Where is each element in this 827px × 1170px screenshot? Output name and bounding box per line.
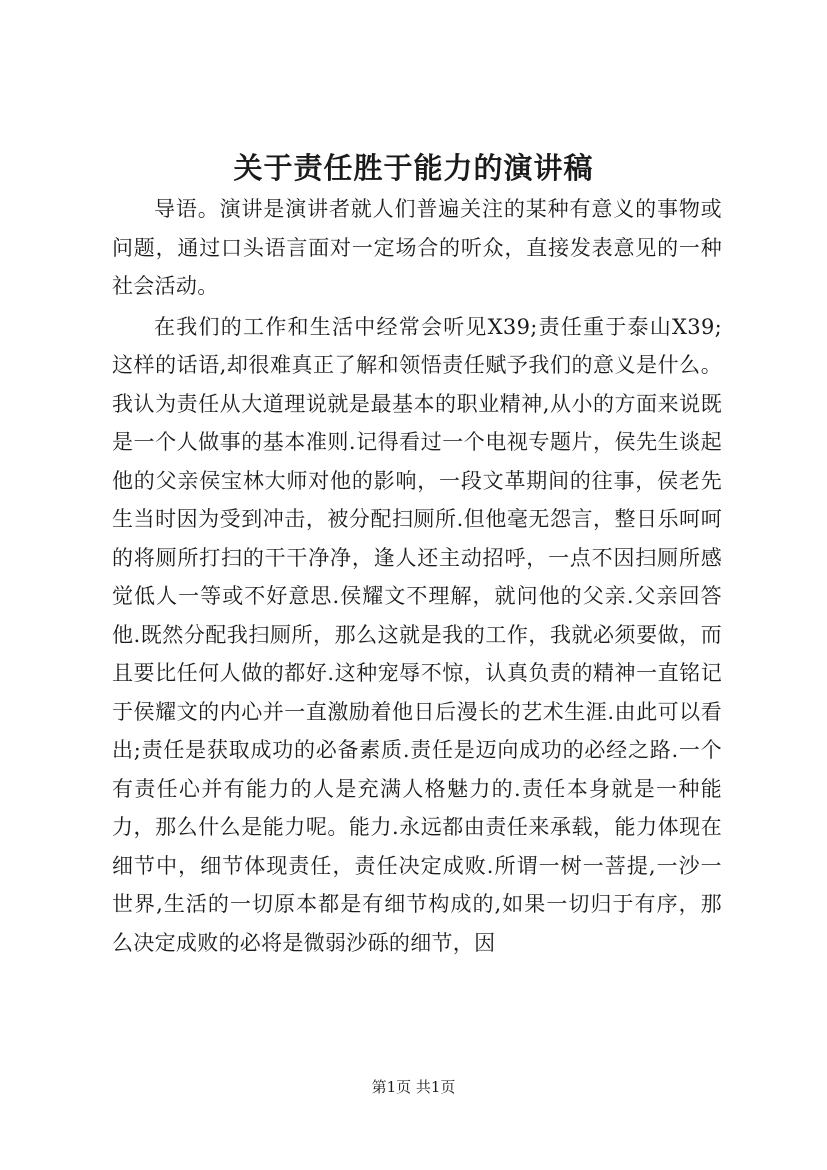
page-number-label: 第1页 共1页 (371, 1078, 456, 1096)
document-title: 关于责任胜于能力的演讲稿 (233, 151, 594, 185)
page-footer (0, 1077, 827, 1097)
paragraph-intro: 导语。演讲是演讲者就人们普遍关注的某种有意义的事物或问题，通过口头语言面对一定场合的听众，直接发表意见的一种社会活动。 (112, 197, 722, 298)
document-body (112, 190, 722, 964)
paragraph-main: 在我们的工作和生活中经常会听见X39;责任重于泰山X39;这样的话语,却很难真正了解和领悟责任赋予我们的意义是什么。我认为责任从大道理说就是最基本的职业精神,从小的方面来说既是一个人做事的基本准则.记得看过一个电视专题片，侯先生谈起他的父亲侯宝林大师对他的影响，一段文革期间的往事，侯老先生当时因为受到冲击，被分配扫厕所.但他毫无怨言，整日乐呵呵的将厕所打扫的干干净净，逢人还主动招呼，一点不因扫厕所感觉低人一等或不好意思.侯耀文不理解，就问他的父亲.父亲回答他.既然分配我扫厕所，那么这就是我的工作，我就必须要做，而且要比任何人做的都好.这种宠辱不惊，认真负责的精神一直铭记于侯耀文的内心并一直激励着他日后漫长的艺术生涯.由此可以看出;责任是获取成功的必备素质.责任是迈向成功的必经之路.一个有责任心并有能力的人是充满人格魅力的.责任本身就是一种能力，那么什么是能力呢。能力.永远都由责任来承载，能力体现在细节中，细节体现责任，责任决定成败.所谓一树一菩提,一沙一世界,生活的一切原本都是有细节构成的,如果一切归于有序，那么决定成败的必将是微弱沙砾的细节，因 (112, 314, 722, 955)
